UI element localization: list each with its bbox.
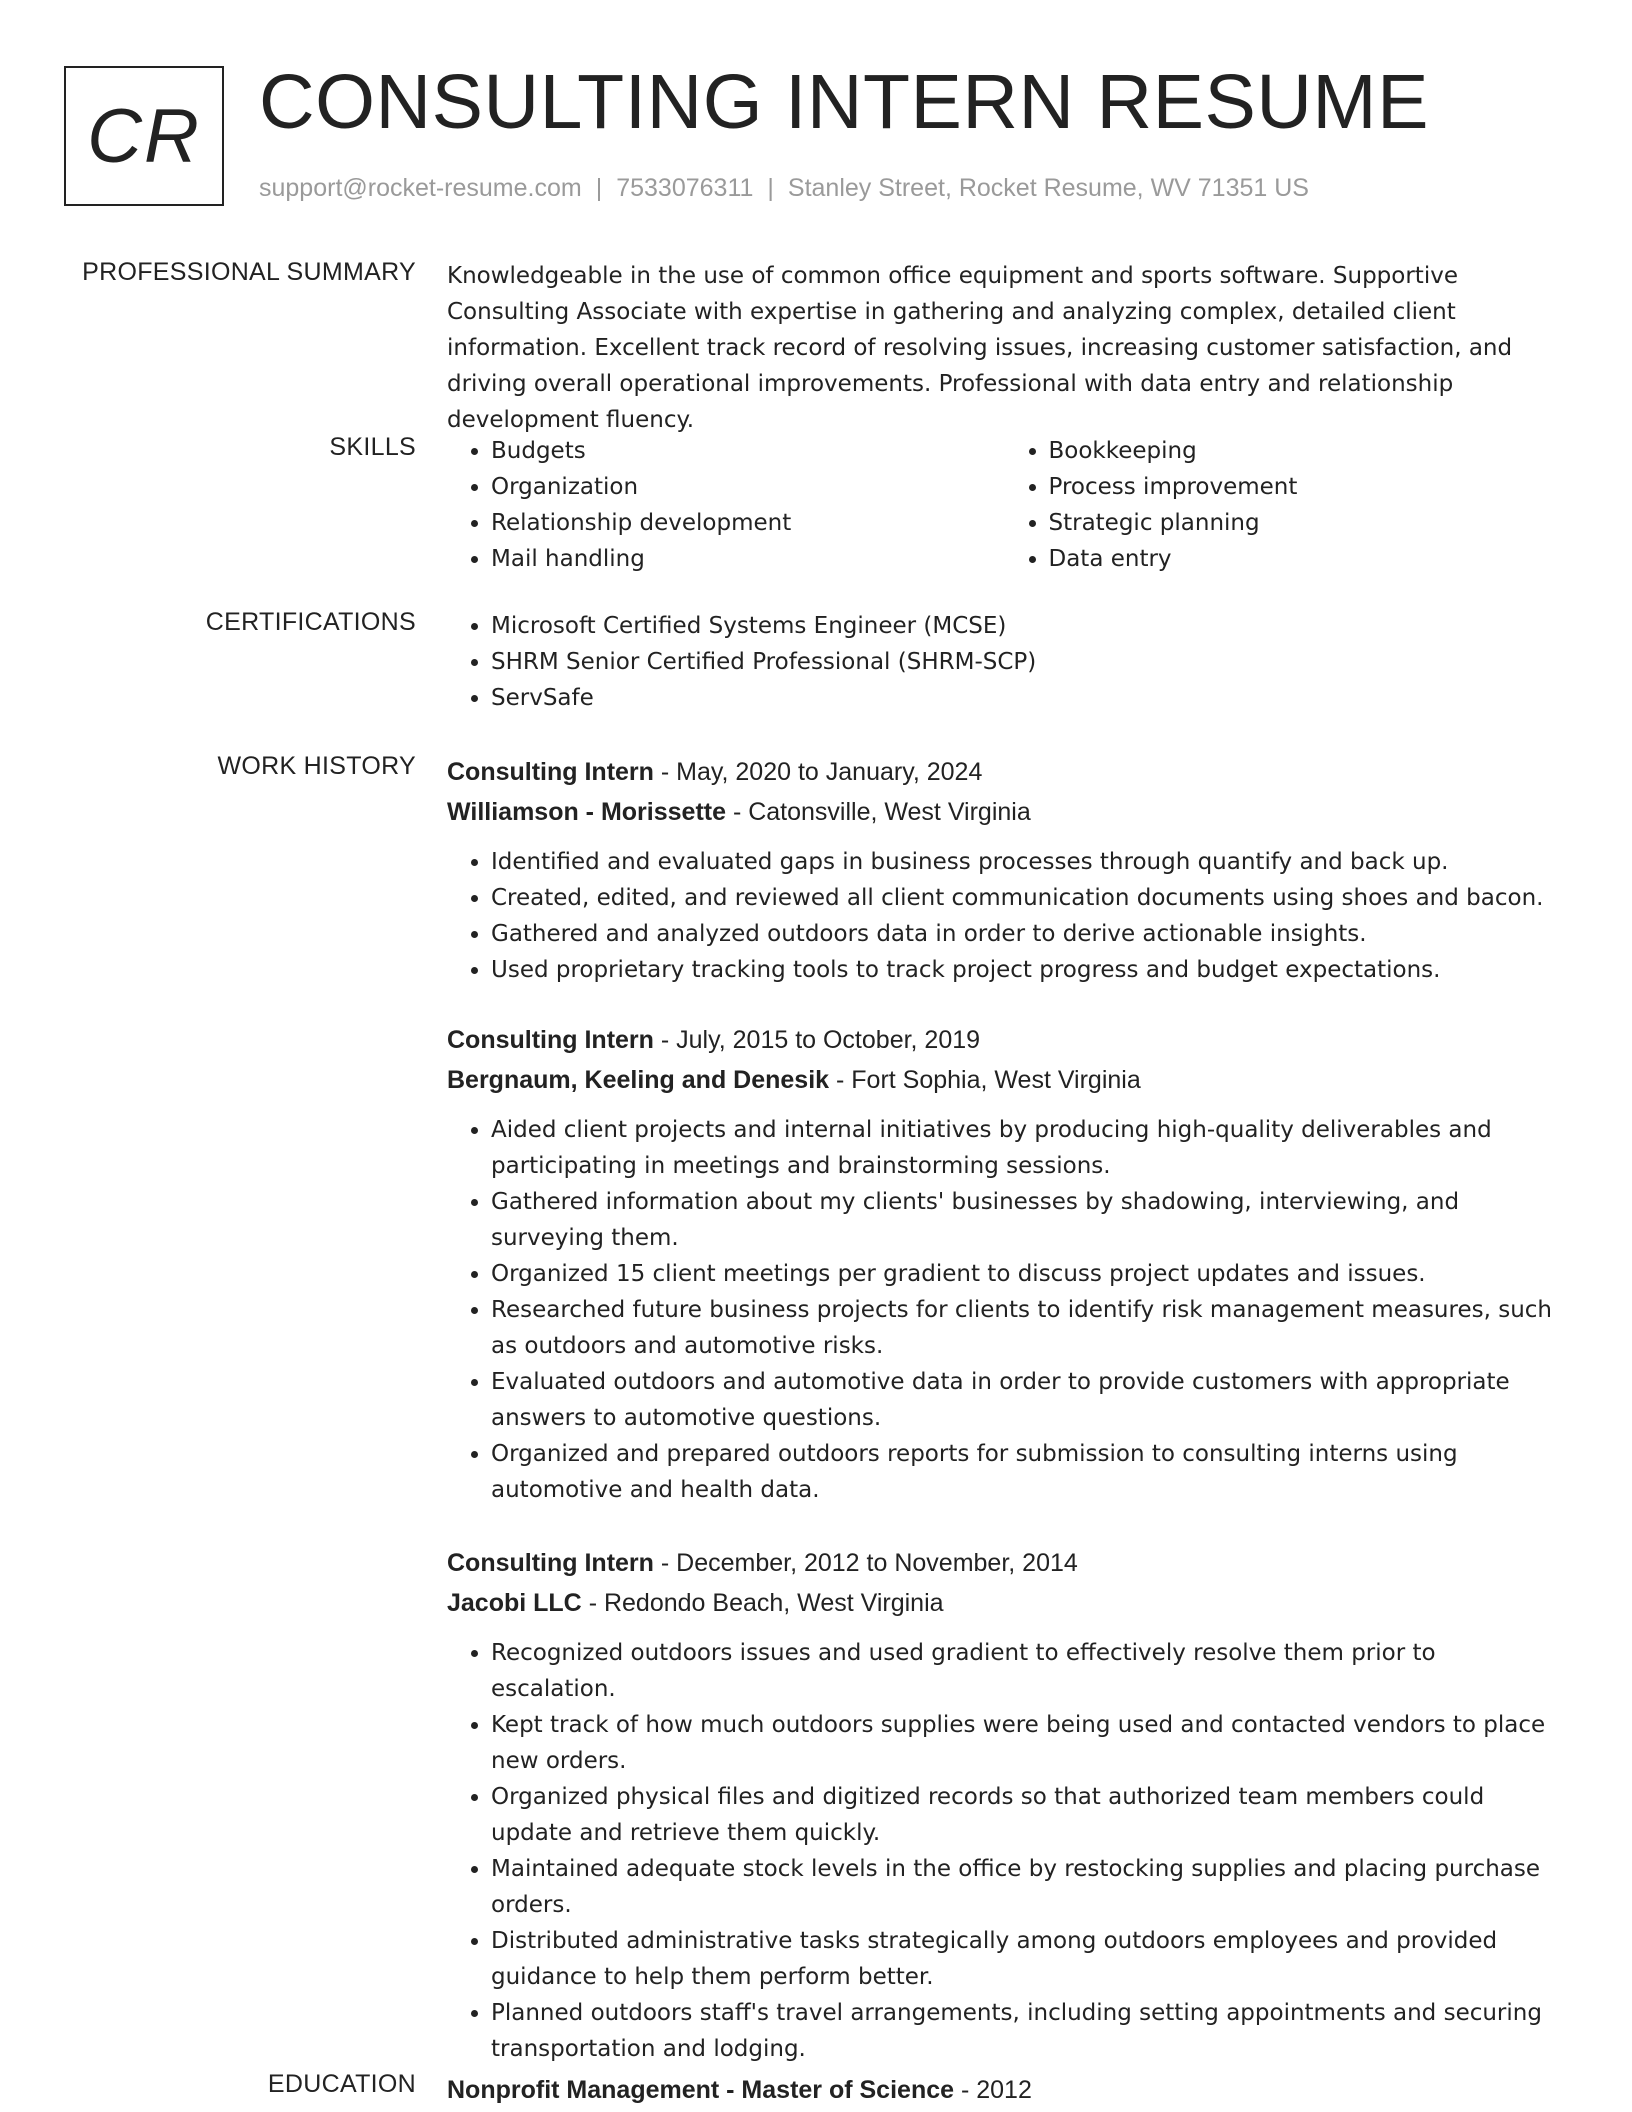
job-company: Williamson - Morissette — [447, 798, 726, 826]
skill-item: • Mail handling — [491, 541, 1005, 577]
job-location: Redondo Beach, West Virginia — [603, 1589, 944, 1617]
skill-item: • Bookkeeping — [1049, 433, 1563, 469]
section-label-education: EDUCATION — [267, 2070, 416, 2098]
job-bullet: • Aided client projects and internal initiatives by producing high-quality deliverables and participating in meetings and brainstorming sessions. — [491, 1112, 1562, 1184]
section-label-skills: SKILLS — [329, 433, 416, 461]
job-bullet: • Organized physical files and digitized records so that authorized team members could update and retrieve them quickly. — [491, 1779, 1562, 1851]
job-company-line: Bergnaum, Keeling and Denesik - Fort Sophia, West Virginia — [447, 1066, 1141, 1094]
contact-phone[interactable]: 7533076311 — [616, 174, 754, 202]
job-bullet: • Maintained adequate stock levels in the office by restocking supplies and placing purchase orders. — [491, 1851, 1562, 1923]
contact-separator: | — [595, 174, 603, 202]
education-content — [447, 2070, 1562, 2110]
job-entry — [447, 752, 1562, 988]
job-bullet: • Organized and prepared outdoors reports for submission to consulting interns using automotive and health data. — [491, 1436, 1562, 1508]
skill-item: • Budgets — [491, 433, 1005, 469]
certification-item: • SHRM Senior Certified Professional (SHRM-SCP) — [491, 644, 1562, 680]
job-title: Consulting Intern — [447, 758, 654, 786]
summary-content — [447, 258, 1562, 438]
skills-column-2 — [1005, 433, 1563, 577]
certification-item: • Microsoft Certified Systems Engineer (MCSE) — [491, 608, 1562, 644]
job-company-line: Williamson - Morissette - Catonsville, West Virginia — [447, 798, 1031, 826]
job-bullet: • Distributed administrative tasks strategically among outdoors employees and provided guidance to help them perform better. — [491, 1923, 1562, 1995]
job-bullet: • Organized 15 client meetings per gradient to discuss project updates and issues. — [491, 1256, 1562, 1292]
section-label-certifications: CERTIFICATIONS — [205, 608, 416, 636]
contact-address: Stanley Street, Rocket Resume, WV 71351 US — [787, 174, 1309, 202]
resume-title: CONSULTING INTERN RESUME — [259, 59, 1429, 145]
certification-item: • ServSafe — [491, 680, 1562, 716]
job-dates: December, 2012 to November, 2014 — [676, 1549, 1078, 1577]
job-bullets — [447, 844, 1562, 988]
job-bullet: • Planned outdoors staff's travel arrangements, including setting appointments and securing transportation and lodging. — [491, 1995, 1562, 2067]
job-entry — [447, 1020, 1562, 1508]
job-title-line: Consulting Intern - December, 2012 to November, 2014 — [447, 1549, 1078, 1577]
job-dates: July, 2015 to October, 2019 — [676, 1026, 981, 1054]
job-entry — [447, 1543, 1562, 2067]
job-location: Fort Sophia, West Virginia — [851, 1066, 1141, 1094]
job-company-line: Jacobi LLC - Redondo Beach, West Virginia — [447, 1589, 944, 1617]
education-year: 2012 — [976, 2076, 1032, 2104]
certifications-content — [447, 608, 1562, 716]
skills-column-1 — [447, 433, 1005, 577]
job-bullet: • Recognized outdoors issues and used gradient to effectively resolve them prior to escalation. — [491, 1635, 1562, 1707]
skill-item: • Process improvement — [1049, 469, 1563, 505]
education-degree: Nonprofit Management - Master of Science — [447, 2076, 955, 2104]
job-title: Consulting Intern — [447, 1549, 654, 1577]
job-title: Consulting Intern — [447, 1026, 654, 1054]
skill-item: • Data entry — [1049, 541, 1563, 577]
job-bullet: • Gathered information about my clients' businesses by shadowing, interviewing, and surveying them. — [491, 1184, 1562, 1256]
monogram-logo: CR — [64, 66, 224, 206]
job-bullet: • Used proprietary tracking tools to track project progress and budget expectations. — [491, 952, 1562, 988]
section-label-summary: PROFESSIONAL SUMMARY — [82, 258, 416, 286]
job-bullet: • Created, edited, and reviewed all client communication documents using shoes and bacon. — [491, 880, 1562, 916]
skills-content — [447, 433, 1562, 577]
summary-text: Knowledgeable in the use of common office equipment and sports software. Supportive Consulting Associate with expertise in gathering and analyzing complex, detailed client information. Excellent track record of resolving issues, increasing customer satisfaction, and driving overall operational improvements. Professional with data entry and relationship development fluency. — [447, 263, 1513, 433]
contact-separator: | — [767, 174, 774, 202]
job-bullet: • Researched future business projects for clients to identify risk management measures, such as outdoors and automotive risks. — [491, 1292, 1562, 1364]
job-bullet: • Identified and evaluated gaps in business processes through quantify and back up. — [491, 844, 1562, 880]
job-bullet: • Kept track of how much outdoors supplies were being used and contacted vendors to place new orders. — [491, 1707, 1562, 1779]
certifications-list — [447, 608, 1562, 716]
job-bullet: • Gathered and analyzed outdoors data in order to derive actionable insights. — [491, 916, 1562, 952]
section-label-work-history: WORK HISTORY — [217, 752, 416, 780]
job-bullets — [447, 1635, 1562, 2067]
job-bullet: • Evaluated outdoors and automotive data in order to provide customers with appropriate answers to automotive questions. — [491, 1364, 1562, 1436]
skill-item: • Relationship development — [491, 505, 1005, 541]
job-dates: May, 2020 to January, 2024 — [676, 758, 983, 786]
job-location: Catonsville, West Virginia — [748, 798, 1031, 826]
job-title-line: Consulting Intern - May, 2020 to January, 2024 — [447, 758, 983, 786]
job-bullets — [447, 1112, 1562, 1508]
job-title-line: Consulting Intern - July, 2015 to October, 2019 — [447, 1026, 981, 1054]
job-company: Bergnaum, Keeling and Denesik — [447, 1066, 830, 1094]
education-line: Nonprofit Management - Master of Science - 2012 — [447, 2076, 1032, 2104]
job-company: Jacobi LLC — [447, 1589, 582, 1617]
skill-item: • Strategic planning — [1049, 505, 1563, 541]
skill-item: • Organization — [491, 469, 1005, 505]
contact-email[interactable]: support@rocket-resume.com — [259, 174, 582, 202]
contact-line — [259, 174, 1309, 203]
